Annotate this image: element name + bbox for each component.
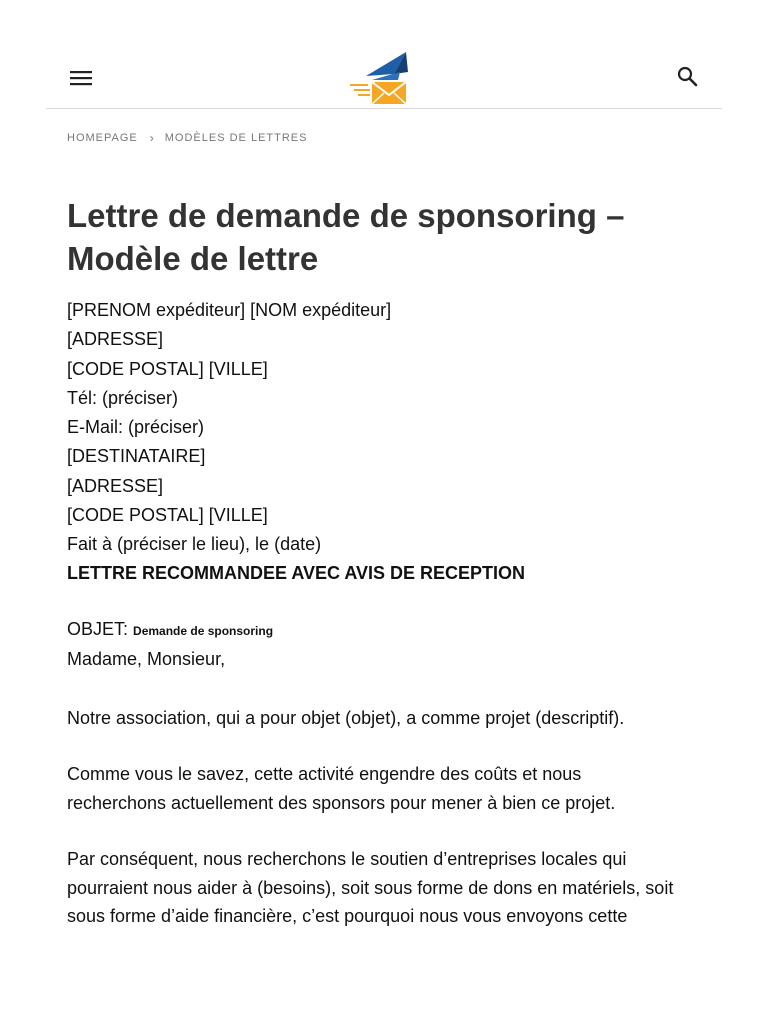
place-date: Fait à (préciser le lieu), le (date) [67, 534, 322, 555]
breadcrumb-home-link[interactable]: HOMEPAGE [67, 132, 138, 144]
page-title-line2: Modèle de lettre [67, 240, 319, 277]
sender-phone: Tél: (préciser) [67, 387, 179, 408]
breadcrumb-current-link[interactable]: MODÈLES DE LETTRES [164, 132, 308, 144]
paragraph-1-line1: Notre association, qui a pour objet (objet), a comme projet (descriptif). [67, 707, 625, 728]
paragraph-1 [67, 704, 707, 733]
object-label: OBJET: [67, 618, 129, 639]
page-title-line1: Lettre de demande de sponsoring – [67, 197, 625, 234]
hamburger-menu-icon[interactable] [66, 63, 96, 93]
site-header [46, 40, 722, 109]
page-title [67, 194, 707, 280]
sender-address: [ADRESSE] [67, 329, 164, 350]
paragraph-3-line2: pourraient nous aider à (besoins), soit sous forme de dons en matériels, soit [67, 877, 674, 898]
salutation: Madame, Monsieur, [67, 648, 226, 669]
object-value: Demande de sponsoring [133, 623, 274, 638]
paragraph-3 [67, 845, 707, 931]
recipient-address: [ADRESSE] [67, 475, 164, 496]
paragraph-2 [67, 760, 707, 817]
paragraph-2-line2: recherchons actuellement des sponsors pour mener à bien ce projet. [67, 792, 616, 813]
letter-object [67, 616, 707, 645]
recipient-name: [DESTINATAIRE] [67, 446, 206, 467]
sender-email: E-Mail: (préciser) [67, 417, 205, 438]
paragraph-2-line1: Comme vous le savez, cette activité engendre des coûts et nous [67, 764, 582, 785]
search-icon[interactable] [674, 63, 702, 91]
chevron-right-icon: › [149, 131, 155, 145]
sender-city: [CODE POSTAL] [VILLE] [67, 358, 268, 379]
site-logo-icon[interactable] [350, 50, 414, 106]
paragraph-3-line1: Par conséquent, nous recherchons le soutien d’entreprises locales qui [67, 849, 627, 870]
paragraph-3-line3: sous forme d’aide financière, c’est pourquoi nous vous envoyons cette [67, 906, 628, 927]
breadcrumb [67, 131, 307, 145]
recipient-city: [CODE POSTAL] [VILLE] [67, 505, 268, 526]
letter-body [67, 296, 707, 931]
sender-name: [PRENOM expéditeur] [NOM expéditeur] [67, 300, 392, 320]
registered-mail-notice: LETTRE RECOMMANDEE AVEC AVIS DE RECEPTION [67, 562, 526, 583]
